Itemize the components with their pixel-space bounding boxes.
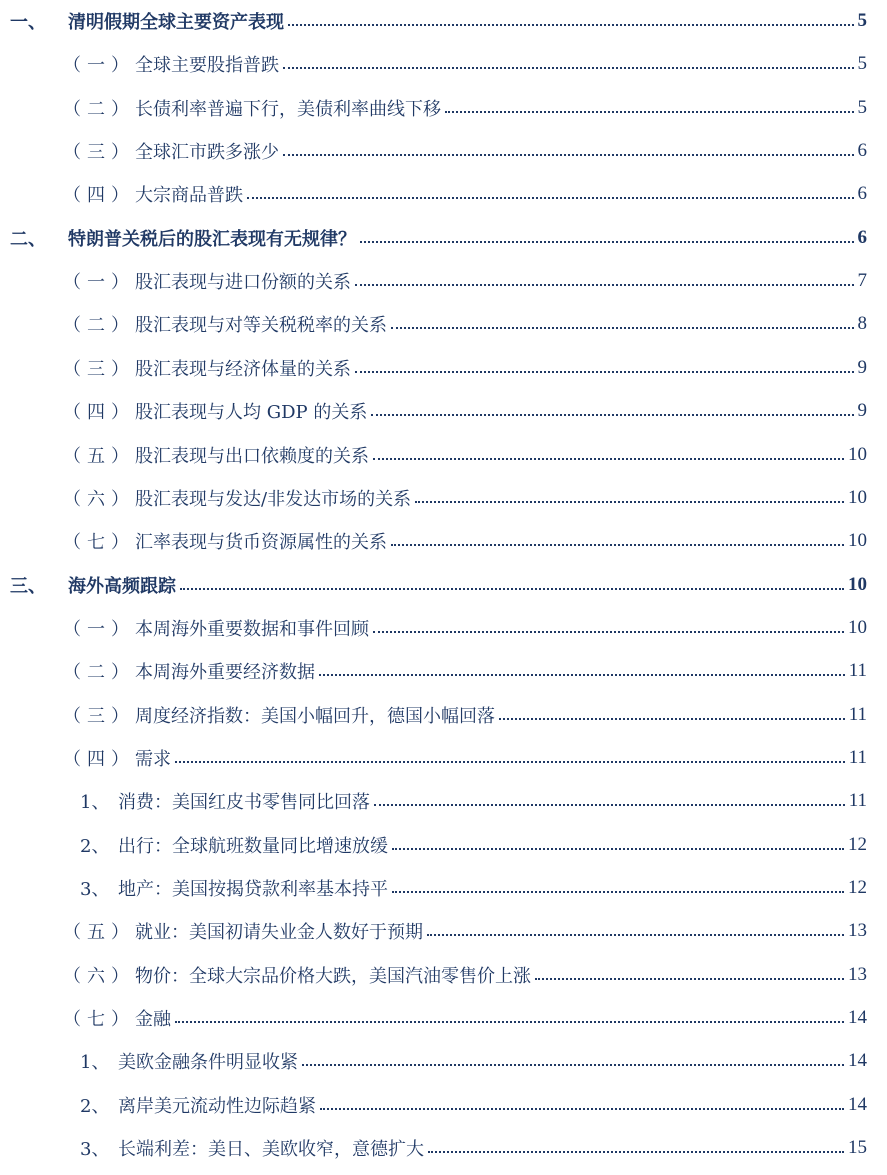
toc-entry[interactable]	[0, 1046, 867, 1076]
toc-entry-page: 5	[857, 96, 867, 118]
toc-entry-page: 14	[848, 1007, 867, 1029]
toc-entry-number: （一）	[63, 618, 135, 640]
dot-leader	[288, 24, 854, 26]
dot-leader	[319, 674, 845, 676]
toc-entry-page: 5	[857, 10, 867, 31]
toc-entry-title[interactable]: 股汇表现与对等关税税率的关系	[135, 315, 387, 337]
toc-entry[interactable]	[0, 570, 867, 600]
toc-entry-number: 三、	[10, 575, 46, 597]
toc-entry[interactable]	[0, 309, 867, 339]
toc-entry-number: （一）	[63, 272, 135, 294]
toc-entry[interactable]	[0, 49, 867, 79]
toc-entry[interactable]	[0, 526, 867, 556]
toc-entry[interactable]	[0, 396, 867, 426]
toc-entry-number: （一）	[63, 55, 135, 77]
dot-leader	[445, 111, 854, 113]
toc-entry[interactable]	[0, 266, 867, 296]
toc-entry-title[interactable]: 全球主要股指普跌	[135, 55, 279, 77]
toc-entry-page: 12	[848, 833, 867, 855]
toc-entry-title[interactable]: 就业：美国初请失业金人数好于预期	[135, 922, 423, 944]
toc-entry-title[interactable]: 周度经济指数：美国小幅回升，德国小幅回落	[135, 705, 495, 727]
toc-entry-title[interactable]: 离岸美元流动性边际趋紧	[118, 1095, 316, 1117]
toc-entry-title[interactable]: 出行：全球航班数量同比增速放缓	[118, 835, 388, 857]
dot-leader	[355, 371, 854, 373]
toc-entry-number: （四）	[63, 185, 135, 207]
toc-entry-number: （七）	[63, 1009, 135, 1031]
dot-leader	[355, 284, 854, 286]
dot-leader	[374, 804, 845, 806]
dot-leader	[373, 458, 844, 460]
toc-entry-number: （四）	[63, 402, 135, 424]
toc-entry-page: 13	[848, 920, 867, 942]
toc-entry-title[interactable]: 本周海外重要数据和事件回顾	[135, 618, 369, 640]
toc-entry-number: 3、	[80, 1139, 110, 1161]
toc-entry-page: 11	[848, 790, 867, 812]
toc-entry-page: 10	[848, 443, 867, 465]
toc-entry-page: 8	[857, 313, 867, 335]
toc-entry-number: （二）	[63, 662, 135, 684]
dot-leader	[175, 1021, 844, 1023]
toc-entry[interactable]	[0, 1003, 867, 1033]
toc-entry-title[interactable]: 地产：美国按揭贷款利率基本持平	[118, 879, 388, 900]
toc-entry[interactable]	[0, 223, 867, 253]
toc-entry-title[interactable]: 全球汇市跌多涨少	[135, 142, 279, 164]
toc-entry-number: 2、	[80, 1095, 110, 1117]
toc-entry-page: 14	[848, 1050, 867, 1072]
toc-entry-title[interactable]: 汇率表现与货币资源属性的关系	[135, 532, 387, 554]
toc-entry[interactable]	[0, 786, 867, 816]
toc-entry-page: 10	[848, 530, 867, 552]
toc-entry[interactable]	[0, 353, 867, 383]
toc-entry-number: （三）	[63, 358, 135, 380]
toc-entry[interactable]	[0, 136, 867, 166]
dot-leader	[180, 588, 844, 590]
toc-entry[interactable]	[0, 93, 867, 123]
toc-entry-page: 11	[848, 660, 867, 682]
toc-entry-title[interactable]: 股汇表现与出口依赖度的关系	[135, 445, 369, 467]
toc-entry[interactable]	[0, 700, 867, 730]
dot-leader	[247, 197, 854, 199]
dot-leader	[391, 327, 854, 329]
toc-entry[interactable]	[0, 656, 867, 686]
toc-entry[interactable]	[0, 179, 867, 209]
toc-entry-title[interactable]: 股汇表现与经济体量的关系	[135, 358, 351, 380]
dot-leader	[415, 501, 844, 503]
toc-entry[interactable]	[0, 613, 867, 643]
toc-entry[interactable]	[0, 743, 867, 773]
toc-entry-title[interactable]: 物价：全球大宗品价格大跌，美国汽油零售价上涨	[135, 965, 531, 987]
toc-entry-page: 6	[857, 140, 867, 162]
toc-entry-page: 10	[848, 573, 867, 595]
toc-entry-title[interactable]: 特朗普关税后的股汇表现有无规律？	[68, 228, 356, 250]
toc-entry-number: 1、	[80, 792, 110, 814]
toc-entry-title[interactable]: 金融	[135, 1009, 171, 1031]
dot-leader	[283, 67, 854, 69]
toc-entry[interactable]	[0, 830, 867, 860]
toc-entry-number: （五）	[63, 922, 135, 944]
toc-entry-number: （三）	[63, 142, 135, 164]
toc-entry-page: 11	[848, 703, 867, 725]
toc-entry-title[interactable]: 本周海外重要经济数据	[135, 662, 315, 684]
toc-entry-title[interactable]: 大宗商品普跌	[135, 185, 243, 207]
toc-entry-title[interactable]: 消费：美国红皮书零售同比回落	[118, 792, 370, 814]
toc-entry-number: （六）	[63, 488, 135, 510]
toc-entry-number: （七）	[63, 532, 135, 554]
dot-leader	[427, 934, 844, 936]
dot-leader	[175, 761, 845, 763]
toc-entry-number: （六）	[63, 965, 135, 987]
toc-entry-number: （四）	[63, 748, 135, 770]
toc-entry-number: 2、	[80, 835, 110, 857]
toc-entry-page: 6	[857, 183, 867, 205]
dot-leader	[302, 1064, 844, 1066]
dot-leader	[392, 891, 844, 893]
toc-entry-title[interactable]: 清明假期全球主要资产表现	[68, 12, 284, 33]
toc-entry-number: （五）	[63, 445, 135, 467]
toc-entry[interactable]	[0, 873, 867, 903]
toc-entry-number: 1、	[80, 1052, 110, 1074]
dot-leader	[373, 631, 844, 633]
toc-entry-page: 9	[857, 356, 867, 378]
toc-entry-title[interactable]: 需求	[135, 748, 171, 770]
dot-leader	[283, 154, 854, 156]
toc-entry-page: 10	[848, 616, 867, 638]
dot-leader	[391, 544, 844, 546]
dot-leader	[360, 241, 854, 243]
toc-entry-title[interactable]: 海外高频跟踪	[68, 575, 176, 597]
dot-leader	[428, 1151, 844, 1153]
toc-entry-number: （二）	[63, 315, 135, 337]
toc-entry[interactable]	[0, 960, 867, 990]
toc-entry-title[interactable]: 股汇表现与发达/非发达市场的关系	[135, 488, 412, 510]
toc-entry-page: 10	[848, 486, 867, 508]
toc-entry-page: 9	[857, 400, 867, 422]
toc-entry[interactable]	[0, 440, 867, 470]
toc-entry-page: 5	[857, 53, 867, 75]
toc-entry-title[interactable]: 股汇表现与人均 GDP 的关系	[135, 402, 368, 424]
toc-entry[interactable]	[0, 916, 867, 946]
toc-entry[interactable]	[0, 1090, 867, 1120]
toc-entry-number: （二）	[63, 98, 135, 120]
toc-entry[interactable]	[0, 6, 867, 36]
toc-entry-number: 二、	[10, 228, 46, 250]
toc-entry-title[interactable]: 美欧金融条件明显收紧	[118, 1052, 298, 1074]
dot-leader	[499, 718, 845, 720]
dot-leader	[320, 1108, 844, 1110]
toc-entry-page: 15	[848, 1137, 867, 1159]
toc-entry-page: 14	[848, 1093, 867, 1115]
dot-leader	[371, 414, 853, 416]
toc-entry-page: 13	[848, 963, 867, 985]
dot-leader	[535, 978, 844, 980]
dot-leader	[392, 848, 844, 850]
toc-entry-number: （三）	[63, 705, 135, 727]
toc-entry-number: 3、	[80, 879, 110, 900]
toc-entry-title[interactable]: 股汇表现与进口份额的关系	[135, 272, 351, 294]
toc-entry-page: 11	[848, 746, 867, 768]
toc-entry-page: 7	[857, 270, 867, 292]
toc-entry-number: 一、	[10, 12, 46, 33]
toc-entry-title[interactable]: 长端利差：美日、美欧收窄，意德扩大	[118, 1139, 424, 1161]
toc-entry-title[interactable]: 长债利率普遍下行，美债利率曲线下移	[135, 98, 441, 120]
toc-entry[interactable]	[0, 1133, 867, 1163]
toc-entry[interactable]	[0, 483, 867, 513]
toc-entry-page: 6	[857, 226, 867, 248]
toc-entry-page: 12	[848, 877, 867, 898]
